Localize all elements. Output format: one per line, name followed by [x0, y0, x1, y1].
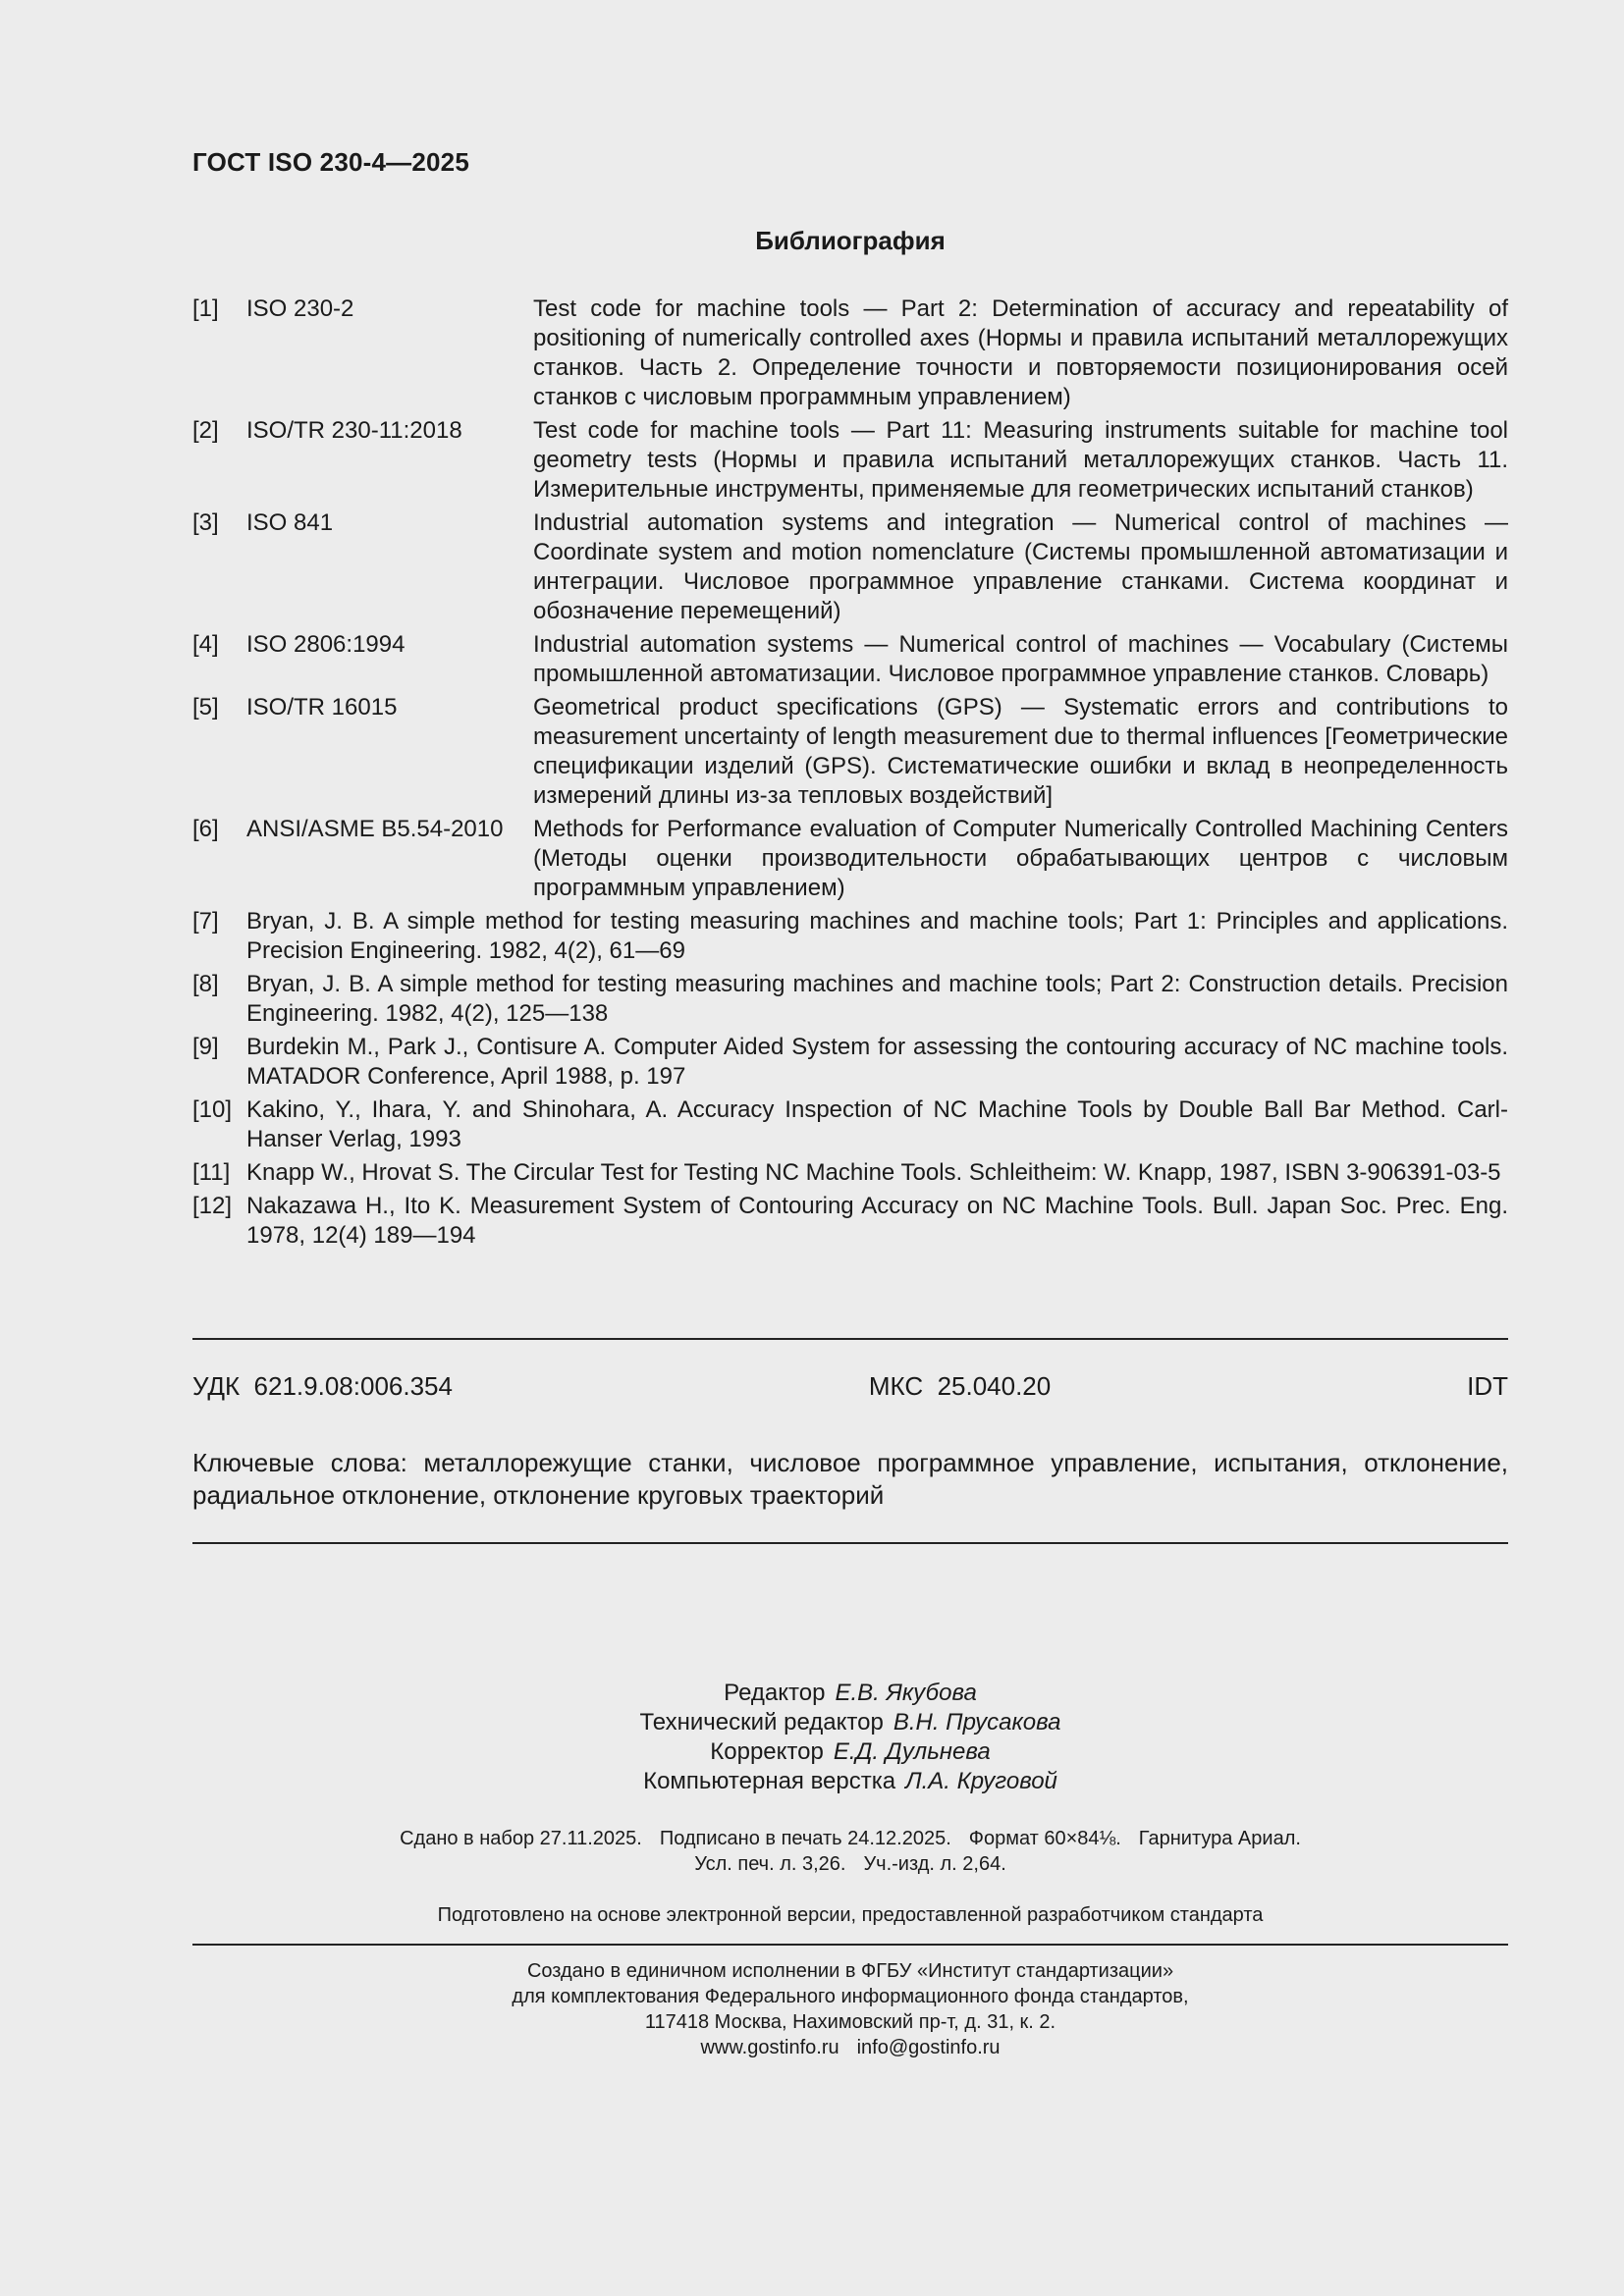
reference-text: Nakazawa H., Ito K. Measurement System of Contouring Accuracy on NC Machine Tools. Bull. Japan Soc. Prec. Eng. 1978, 12(4) 189—194 — [246, 1193, 1508, 1249]
reference-number: [11] — [192, 1159, 231, 1186]
publisher-line: для комплектования Федерального информационного фонда стандартов, — [512, 1986, 1189, 2007]
credit-line — [192, 1767, 1508, 1796]
credit-name: Е.Д. Дульнева — [833, 1738, 991, 1765]
typeface: Гарнитура Ариал. — [1138, 1828, 1301, 1849]
reference-number: [12] — [192, 1193, 233, 1219]
reference-item — [192, 970, 1508, 1029]
reference-text: Knapp W., Hrovat S. The Circular Test for Testing NC Machine Tools. Schleitheim: W. Knapp, 1987, ISBN 3-906391-03-5 — [246, 1159, 1501, 1186]
publisher-line: Создано в единичном исполнении в ФГБУ «Институт стандартизации» — [526, 1960, 1174, 1982]
bibliography-list — [192, 294, 1508, 1255]
reference-number: [3] — [192, 509, 219, 536]
reference-code: ISO/TR 16015 — [246, 694, 398, 721]
credit-name: Л.А. Круговой — [905, 1768, 1057, 1794]
reference-item — [192, 907, 1508, 966]
publisher-contacts — [192, 2035, 1508, 2060]
divider — [192, 1542, 1508, 1544]
reference-item — [192, 1192, 1508, 1251]
sent-date: Сдано в набор 27.11.2025. — [400, 1828, 642, 1849]
idt-label: IDT — [1467, 1371, 1508, 1401]
reference-number: [6] — [192, 816, 219, 842]
reference-item — [192, 416, 1508, 505]
udk-code: УДК 621.9.08:006.354 — [192, 1371, 453, 1401]
reference-text: Industrial automation systems and integration — Numerical control of machines — Coordinate system and motion nomenclature (Системы промышленной автоматизации и интеграции. Числовое программное управление станками. Система координат и обозначение перемещений) — [533, 509, 1508, 624]
print-info — [192, 1826, 1508, 1877]
reference-item — [192, 815, 1508, 903]
credit-role: Редактор — [724, 1680, 826, 1706]
reference-text: Industrial automation systems — Numerical control of machines — Vocabulary (Системы промышленной автоматизации. Числовое программное управление станков. Словарь) — [533, 631, 1508, 687]
reference-code: ISO 841 — [246, 509, 334, 536]
reference-item — [192, 508, 1508, 626]
reference-item — [192, 1158, 1508, 1188]
reference-text: Bryan, J. B. A simple method for testing measuring machines and machine tools; Part 2: Construction details. Precision Engineering. 1982, 4(2), 125—138 — [246, 971, 1508, 1027]
credit-role: Компьютерная верстка — [643, 1768, 896, 1794]
print-sheets: Усл. печ. л. 3,26. — [694, 1853, 846, 1875]
reference-text: Kakino, Y., Ihara, Y. and Shinohara, A. Accuracy Inspection of NC Machine Tools by Double Ball Bar Method. Carl-Hanser Verlag, 1993 — [246, 1096, 1508, 1152]
bibliography-title: Библиография — [755, 226, 946, 255]
reference-number: [2] — [192, 417, 219, 444]
website-link[interactable]: www.gostinfo.ru — [700, 2037, 839, 2058]
publisher-sheets: Уч.-изд. л. 2,64. — [863, 1853, 1006, 1875]
document-code: ГОСТ ISO 230-4—2025 — [192, 147, 470, 177]
reference-item — [192, 294, 1508, 412]
reference-item — [192, 630, 1508, 689]
print-info-line — [192, 1826, 1508, 1851]
paper-format: Формат 60×84⅛. — [968, 1828, 1121, 1849]
classification-row — [192, 1371, 1508, 1402]
credit-name: В.Н. Прусакова — [893, 1709, 1061, 1735]
reference-item — [192, 1033, 1508, 1092]
reference-text: Bryan, J. B. A simple method for testing measuring machines and machine tools; Part 1: Principles and applications. Precision Engineering. 1982, 4(2), 61—69 — [246, 908, 1508, 964]
reference-number: [5] — [192, 694, 219, 721]
credit-role: Технический редактор — [639, 1709, 884, 1735]
reference-item — [192, 1095, 1508, 1154]
reference-code: ISO/TR 230-11:2018 — [246, 417, 462, 444]
publisher-block — [192, 1958, 1508, 2060]
mks-code: МКС 25.040.20 — [868, 1371, 1052, 1401]
reference-number: [8] — [192, 971, 219, 997]
reference-text: Burdekin M., Park J., Contisure A. Computer Aided System for assessing the contouring accuracy of NC machine tools. MATADOR Conference, April 1988, p. 197 — [246, 1034, 1508, 1090]
reference-code: ANSI/ASME B5.54-2010 — [246, 816, 504, 842]
reference-number: [4] — [192, 631, 219, 658]
credit-line — [192, 1708, 1508, 1737]
reference-number: [9] — [192, 1034, 219, 1060]
prepared-note: Подготовлено на основе электронной версии, предоставленной разработчиком стандарта — [437, 1904, 1264, 1926]
reference-text: Test code for machine tools — Part 2: Determination of accuracy and repeatability of positioning of numerically controlled axes (Нормы и правила испытаний металлорежущих станков. Часть 2. Определение точности и повторяемости позиционирования осей станков с числовым программным управлением) — [533, 295, 1508, 410]
reference-text: Test code for machine tools — Part 11: Measuring instruments suitable for machine tool geometry tests (Нормы и правила испытаний металлорежущих станков. Часть 11. Измерительные инструменты, применяемые для геометрических испытаний станков) — [533, 417, 1508, 503]
reference-code: ISO 2806:1994 — [246, 631, 406, 658]
reference-text: Methods for Performance evaluation of Computer Numerically Controlled Machining Centers (Методы оценки производительности обрабатывающих центров с числовым программным управлением) — [533, 816, 1508, 901]
print-info-line — [192, 1851, 1508, 1877]
credit-line — [192, 1737, 1508, 1767]
credit-name: Е.В. Якубова — [835, 1680, 977, 1706]
keywords: Ключевые слова: металлорежущие станки, числовое программное управление, испытания, отклонение, радиальное отклонение, отклонение круговых траекторий — [192, 1448, 1508, 1510]
publisher-address: 117418 Москва, Нахимовский пр-т, д. 31, к. 2. — [644, 2011, 1056, 2033]
reference-number: [7] — [192, 908, 219, 934]
credit-line — [192, 1679, 1508, 1708]
credits-block — [192, 1679, 1508, 1796]
signed-date: Подписано в печать 24.12.2025. — [659, 1828, 951, 1849]
divider — [192, 1944, 1508, 1946]
reference-code: ISO 230-2 — [246, 295, 354, 322]
email-link[interactable]: info@gostinfo.ru — [856, 2037, 1001, 2058]
reference-number: [1] — [192, 295, 219, 322]
divider — [192, 1338, 1508, 1340]
reference-item — [192, 693, 1508, 811]
credit-role: Корректор — [710, 1738, 824, 1765]
reference-number: [10] — [192, 1096, 233, 1123]
reference-text: Geometrical product specifications (GPS) — Systematic errors and contributions to measurement uncertainty of length measurement due to thermal influences [Геометрические спецификации изделий (GPS). Систематические ошибки и вклад в неопределенность измерений длины из-за тепловых воздействий] — [533, 694, 1508, 809]
